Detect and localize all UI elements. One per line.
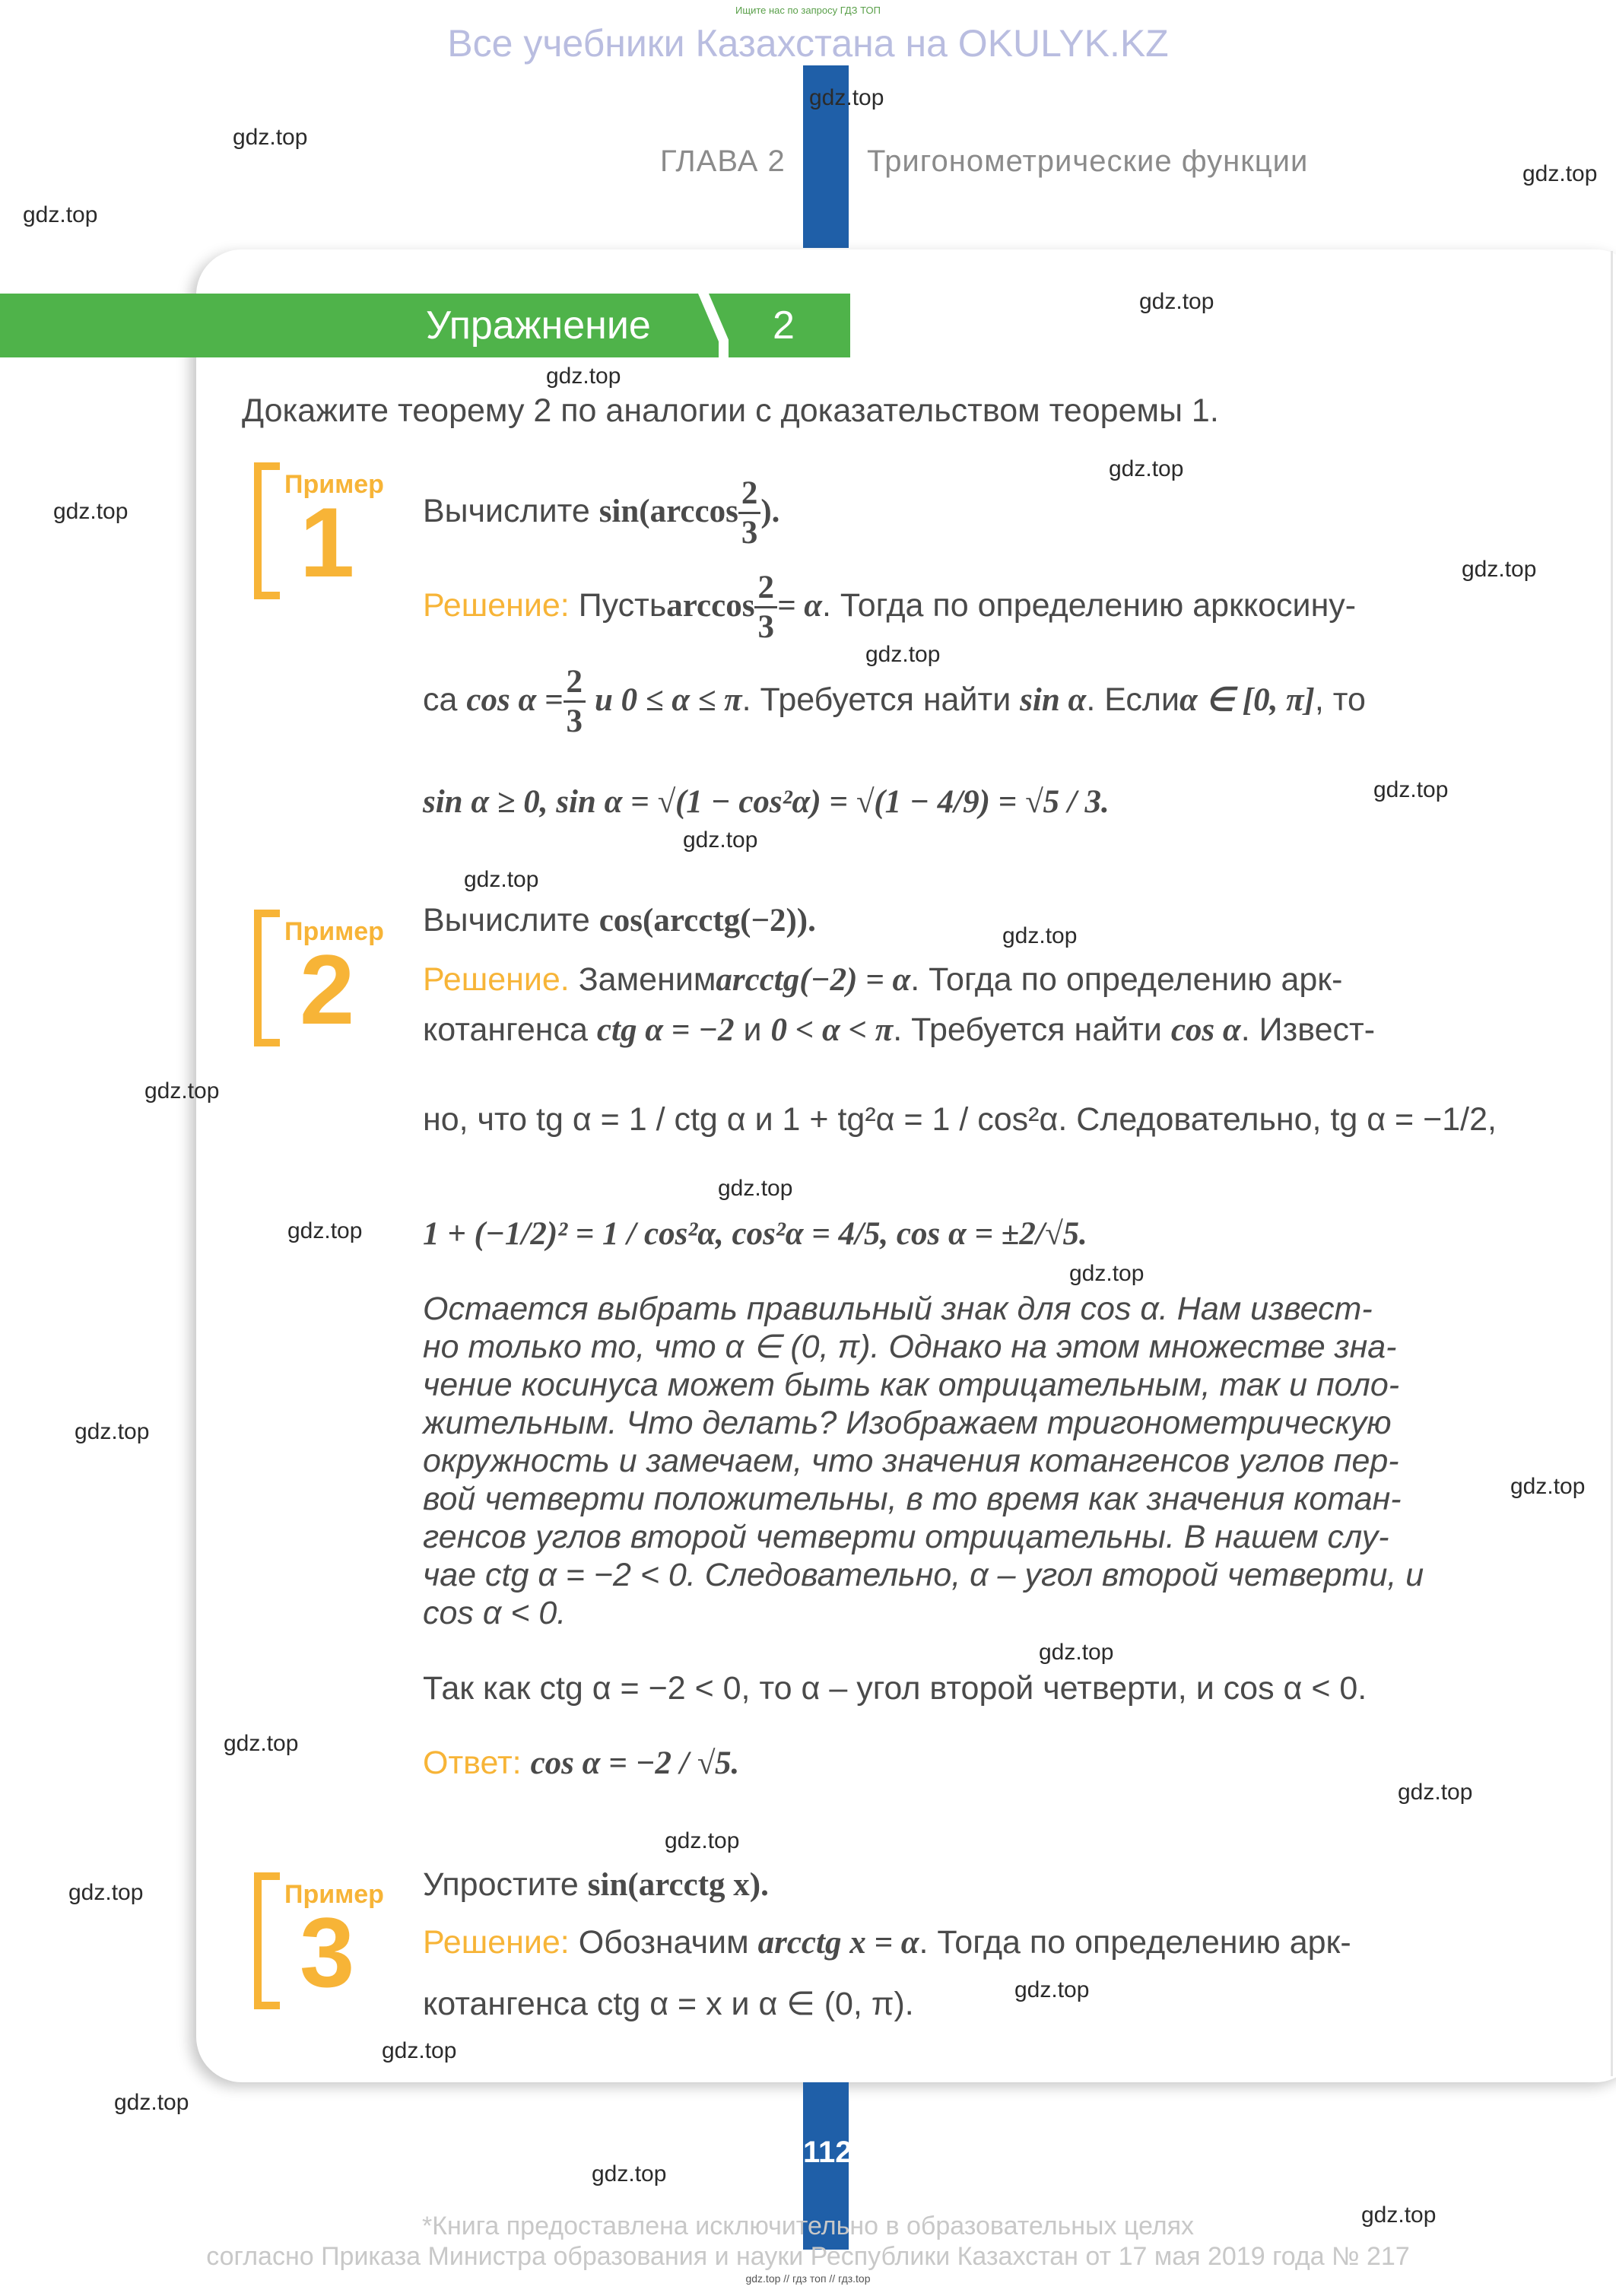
ex2-italic-explanation	[423, 1290, 1424, 1632]
answer-label: Ответ:	[423, 1745, 522, 1781]
watermark: gdz.top	[1361, 2202, 1437, 2228]
example-badge-1	[254, 462, 383, 614]
ex2-solution-line2: котангенса ctg α = −2 и 0 < α < π. Требуется найти cos α. Извест-	[423, 1011, 1376, 1048]
watermark: gdz.top	[1510, 1474, 1586, 1499]
exercise-title: Упражнение	[426, 303, 651, 348]
page-number: 112	[803, 2136, 852, 2169]
content-card	[196, 249, 1616, 2082]
watermark: gdz.top	[233, 125, 308, 150]
example-word: Пример	[284, 470, 384, 499]
watermark: gdz.top	[1462, 557, 1537, 582]
ex1-solution-line2: са cos α = $\frac{2}{3}$ и 0 ≤ α ≤ π. Требуется найти sin α. Еслиα ∈ [0, π], то	[423, 664, 1366, 739]
solution-label: Решение.	[423, 961, 570, 998]
watermark: gdz.top	[592, 2161, 667, 2186]
watermark: gdz.top	[865, 642, 941, 667]
explanation-line: вой четверти положительны, в то время как значения котан-	[423, 1481, 1402, 1517]
watermark: gdz.top	[1398, 1780, 1473, 1805]
explanation-line: окружность и замечаем, что значения котангенсов углов пер-	[423, 1443, 1399, 1479]
bracket-icon	[254, 910, 280, 1046]
watermark: gdz.top	[809, 85, 884, 110]
watermark: gdz.top	[683, 827, 758, 853]
solution-label: Решение:	[423, 586, 570, 624]
bracket-icon	[254, 1872, 280, 2009]
footer-line-1: *Книга предоставлена исключительно в образовательных целях	[421, 2212, 1195, 2240]
explanation-line: чение косинуса может быть как отрицательным, так и поло-	[423, 1367, 1400, 1403]
watermark: gdz.top	[1039, 1640, 1114, 1665]
watermark: gdz.top	[144, 1078, 220, 1104]
ex3-solution-line1: Решение: Обозначим arcctg x = α. Тогда по определению арк-	[423, 1924, 1351, 1961]
watermark: gdz.top	[53, 499, 129, 524]
ex3-task: Упростите sin(arcctg x).	[423, 1866, 769, 1903]
exercise-number: 2	[773, 303, 795, 348]
explanation-line: жительным. Что делать? Изображаем тригонометрическую	[423, 1405, 1392, 1441]
watermark: gdz.top	[287, 1218, 363, 1243]
example-badge-2	[254, 910, 383, 1062]
chapter-title: Тригонометрические функции	[867, 144, 1309, 178]
bracket-icon	[254, 462, 280, 599]
watermark: gdz.top	[1069, 1261, 1145, 1286]
watermark: gdz.top	[68, 1880, 144, 1905]
ex2-answer: Ответ: cos α = −2 / √5.	[423, 1745, 740, 1781]
ex1-solution-line1: Решение: Пустьarccos $\frac{2}{3}$ = α. Тогда по определению арккосину-	[423, 570, 1357, 645]
example-number: 3	[300, 1897, 355, 2008]
ex2-task: Вычислите cos(arcctg(−2)).	[423, 902, 816, 938]
example-badge-3	[254, 1872, 383, 2024]
ex2-solution-line1: Решение. Заменимarcctg(−2) = α. Тогда по определению арк-	[423, 961, 1343, 998]
example-number: 2	[300, 934, 355, 1045]
exercise-task: Докажите теорему 2 по аналогии с доказательством теоремы 1.	[242, 392, 1219, 429]
ex1-solution-line3: sin α ≥ 0, sin α = √(1 − cos²α) = √(1 − 4/9) = √5 / 3.	[423, 784, 1110, 820]
watermark: gdz.top	[665, 1828, 740, 1853]
watermark: gdz.top	[23, 202, 98, 227]
ex2-solution-line3: но, что tg α = 1 / ctg α и 1 + tg²α = 1 / cos²α. Следовательно, tg α = −1/2,	[423, 1101, 1497, 1138]
footer-line-2: согласно Приказа Министра образования и науки Республики Казахстан от 17 мая 2019 года № 217	[206, 2242, 1410, 2271]
watermark: gdz.top	[1109, 456, 1184, 481]
search-notice: Ищите нас по запросу ГДЗ ТОП	[735, 5, 881, 16]
solution-label: Решение:	[423, 1924, 570, 1961]
watermark: gdz.top	[1002, 923, 1078, 948]
watermark: gdz.top	[382, 2038, 457, 2063]
example-word: Пример	[284, 1880, 384, 1909]
watermark: gdz.top	[546, 364, 621, 389]
watermark: gdz.top	[224, 1731, 299, 1756]
watermark: gdz.top	[1373, 777, 1449, 802]
example-word: Пример	[284, 917, 384, 946]
explanation-line: чае ctg α = −2 < 0. Следовательно, α – угол второй четверти, и	[423, 1557, 1424, 1593]
ex1-task: Вычислите sin(arccos $\frac{2}{3}$ ).	[423, 475, 780, 551]
explanation-line: генсов углов второй четверти отрицательны. В нашем слу-	[423, 1519, 1389, 1555]
watermark: gdz.top	[114, 2090, 189, 2115]
explanation-line: Остается выбрать правильный знак для cos α. Нам извест-	[423, 1291, 1373, 1327]
site-title[interactable]: Все учебники Казахстана на OKULYK.KZ	[447, 22, 1169, 65]
explanation-line: cos α < 0.	[423, 1595, 567, 1631]
watermark: gdz.top	[718, 1176, 793, 1201]
explanation-line: но только то, что α ∈ (0, π). Однако на этом множестве зна-	[423, 1329, 1397, 1365]
watermark: gdz.top	[1522, 161, 1598, 186]
watermark: gdz.top	[1139, 289, 1214, 314]
ex3-solution-line2: котангенса ctg α = x и α ∈ (0, π).	[423, 1986, 914, 2022]
ex2-solution-line4: 1 + (−1/2)² = 1 / cos²α, cos²α = 4/5, cos α = ±2/√5.	[423, 1216, 1087, 1252]
footer-line-3: gdz.top // гдз топ // гдз.top	[745, 2272, 871, 2285]
watermark: gdz.top	[75, 1419, 150, 1444]
chapter-label: ГЛАВА 2	[660, 144, 786, 178]
ex2-conclusion: Так как ctg α = −2 < 0, то α – угол второй четверти, и cos α < 0.	[423, 1670, 1367, 1707]
watermark: gdz.top	[1014, 1977, 1090, 2002]
card-edge	[1611, 251, 1613, 2076]
watermark: gdz.top	[464, 867, 539, 892]
example-number: 1	[300, 487, 355, 598]
